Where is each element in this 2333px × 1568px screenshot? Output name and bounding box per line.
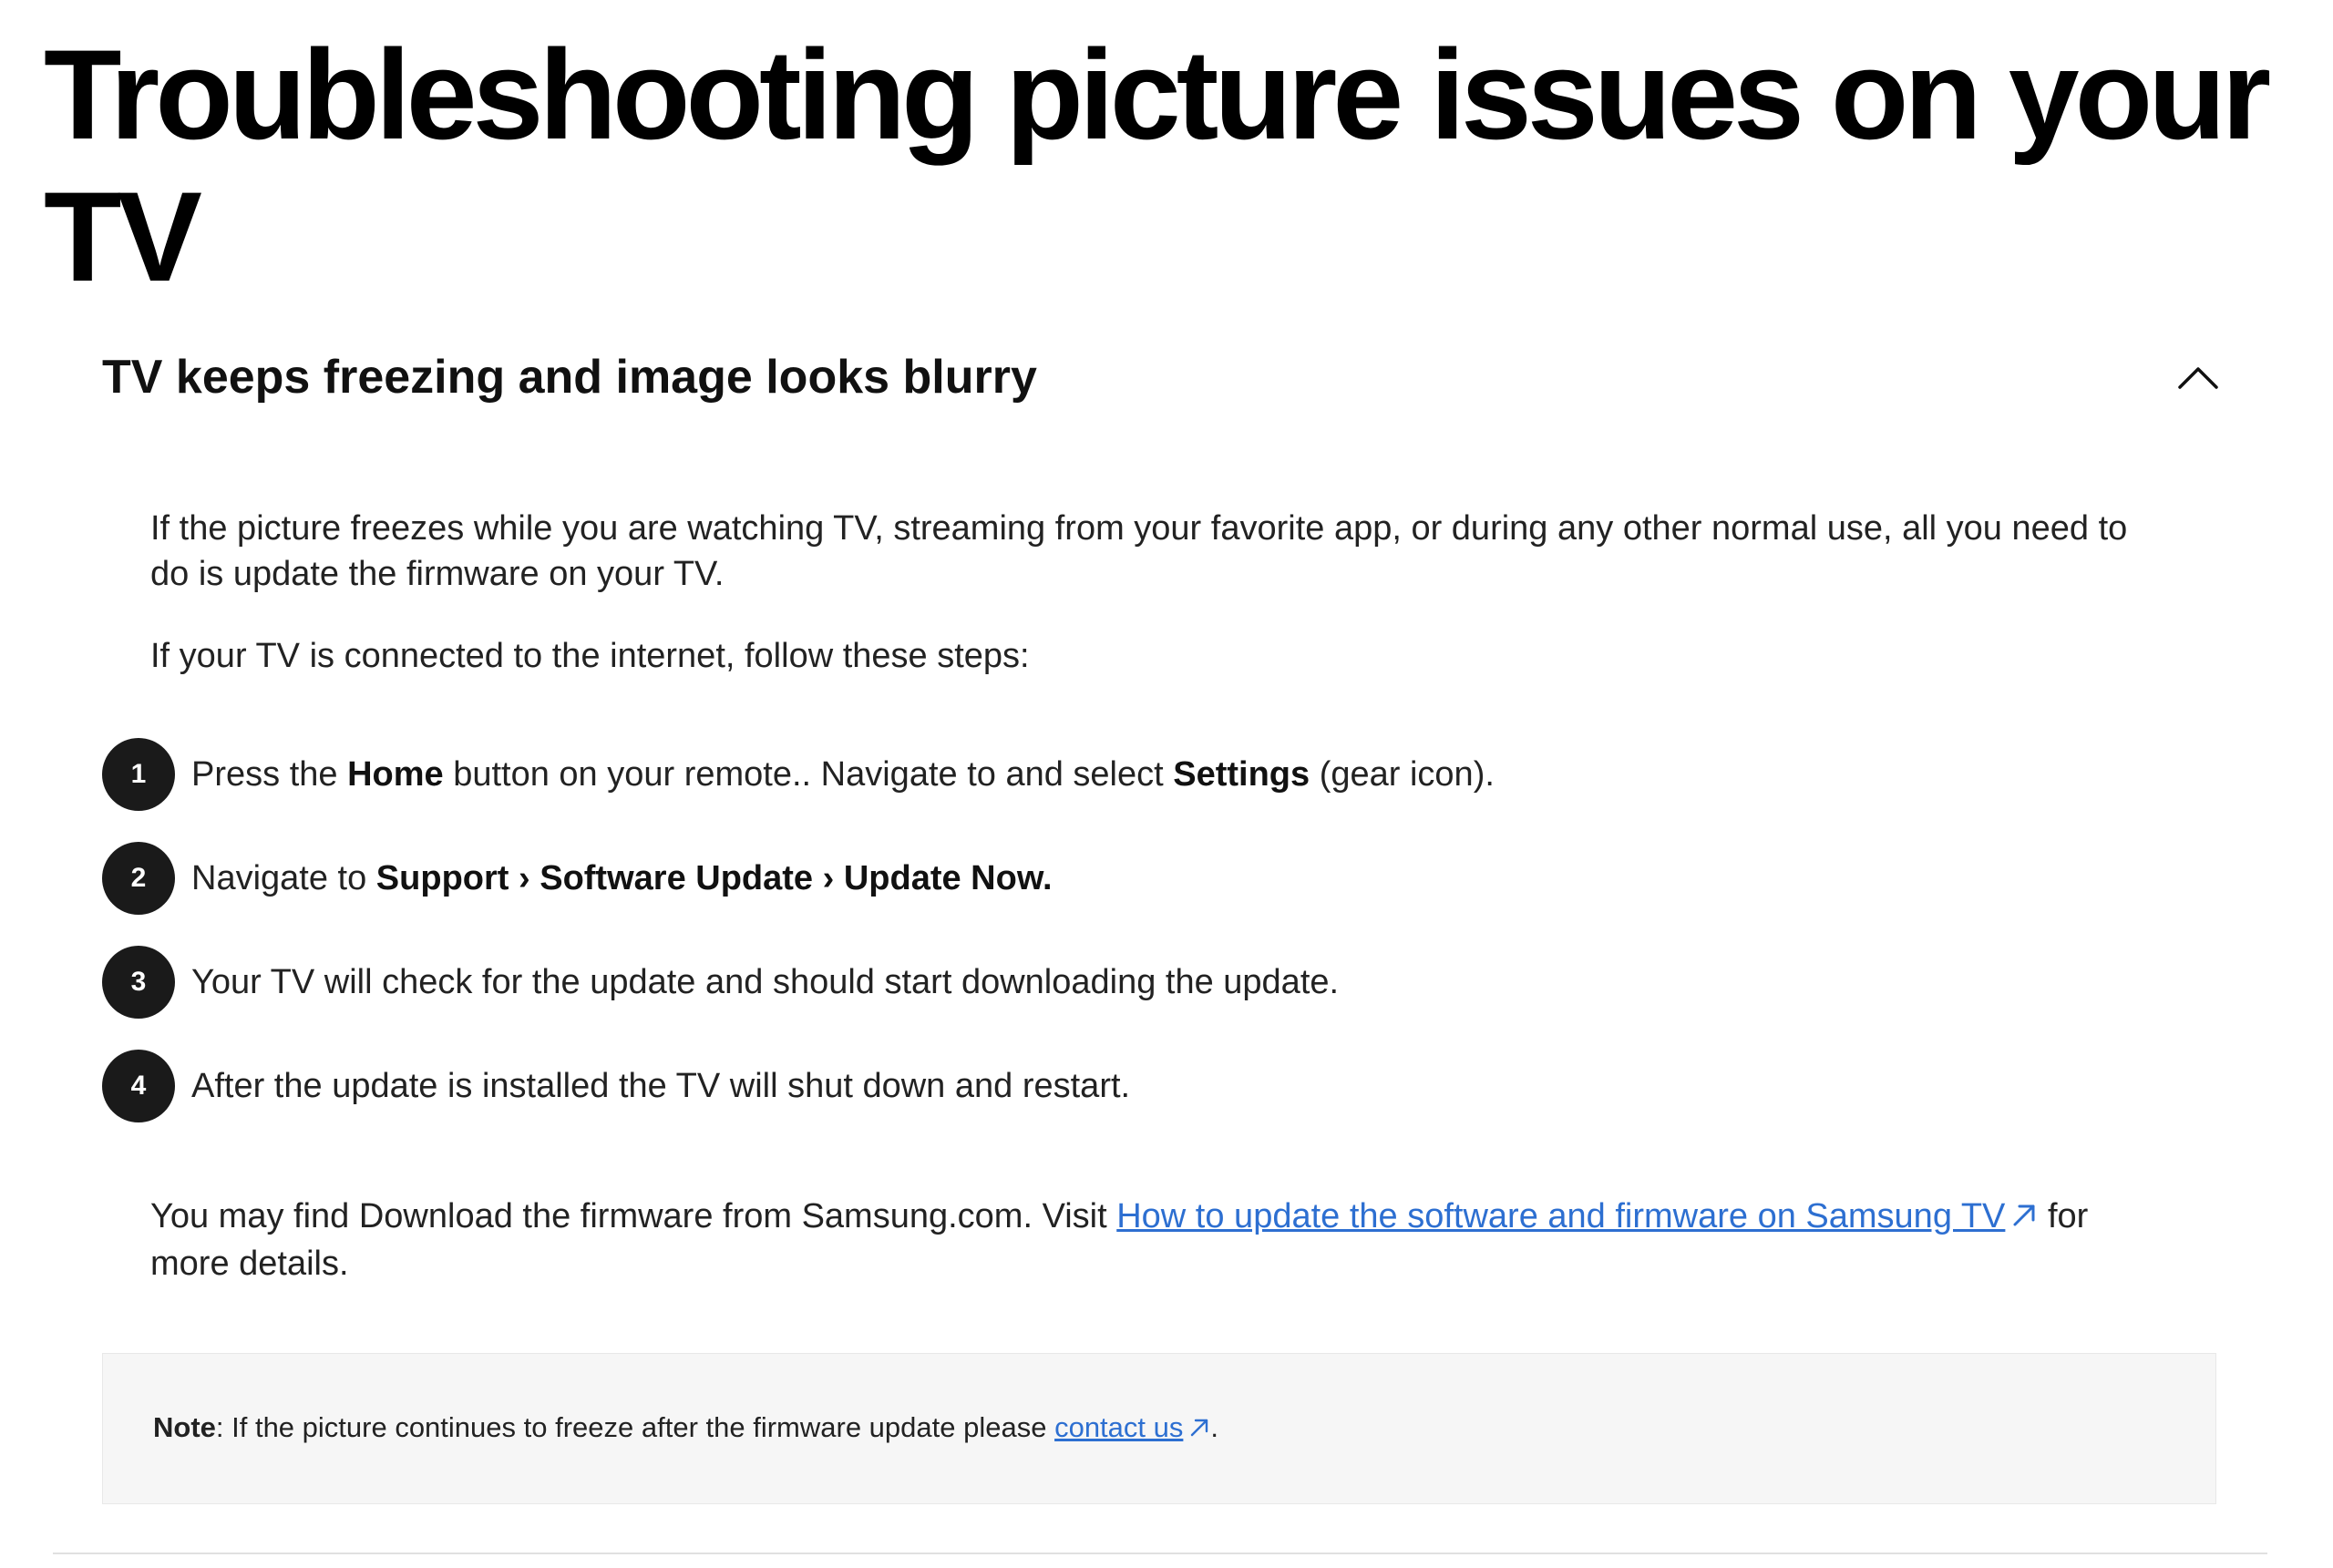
step-item [102, 738, 2198, 811]
contact-us-link[interactable]: contact us [1054, 1411, 1184, 1444]
step-text: Navigate to Support › Software Update › Update Now. [191, 858, 1053, 897]
steps-intro: If your TV is connected to the internet, follow these steps: [150, 637, 1030, 675]
step-text: After the update is installed the TV will shut down and restart. [191, 1066, 1131, 1105]
step-item [102, 946, 2198, 1019]
step-item [102, 842, 2198, 915]
step-text: Press the Home button on your remote.. Navigate to and select Settings (gear icon). [191, 754, 1495, 794]
firmware-update-link[interactable]: How to update the software and firmware on Samsung TV [1116, 1197, 2006, 1235]
update-now-label: Update Now. [843, 858, 1053, 897]
chevron-right-icon: › [509, 858, 540, 897]
step-text: Your TV will check for the update and should start downloading the update. [191, 962, 1340, 1001]
external-link-icon[interactable] [2010, 1195, 2038, 1241]
section-divider [53, 1553, 2267, 1554]
chevron-up-icon[interactable] [2171, 350, 2225, 405]
external-link-icon[interactable] [1188, 1413, 1210, 1446]
step-item [102, 1050, 2198, 1122]
chevron-right-icon: › [813, 858, 844, 897]
home-button-label: Home [347, 754, 444, 794]
software-update-label: Software Update [540, 858, 814, 897]
firmware-paragraph: You may find Download the firmware from Samsung.com. Visit How to update the software and firmware on Samsung TV for more details. [150, 1194, 2155, 1286]
page-title: Troubleshooting picture issues on your TV [44, 23, 2267, 308]
step-number-badge: 2 [102, 842, 175, 915]
note-box [102, 1353, 2216, 1504]
accordion-header[interactable] [102, 337, 2225, 417]
note-text: Note: If the picture continues to freeze after the firmware update please contact us . [153, 1411, 1218, 1446]
note-label: Note [153, 1411, 216, 1444]
step-number-badge: 1 [102, 738, 175, 811]
steps-list [102, 738, 2198, 1153]
accordion-title: TV keeps freezing and image looks blurry [102, 351, 1037, 404]
step-number-badge: 3 [102, 946, 175, 1019]
intro-paragraph: If the picture freezes while you are watching TV, streaming from your favorite app, or during any other normal use, all you need to do is update the firmware on your TV. [150, 509, 2128, 593]
settings-label: Settings [1173, 754, 1310, 794]
support-label: Support [375, 858, 509, 897]
step-number-badge: 4 [102, 1050, 175, 1122]
